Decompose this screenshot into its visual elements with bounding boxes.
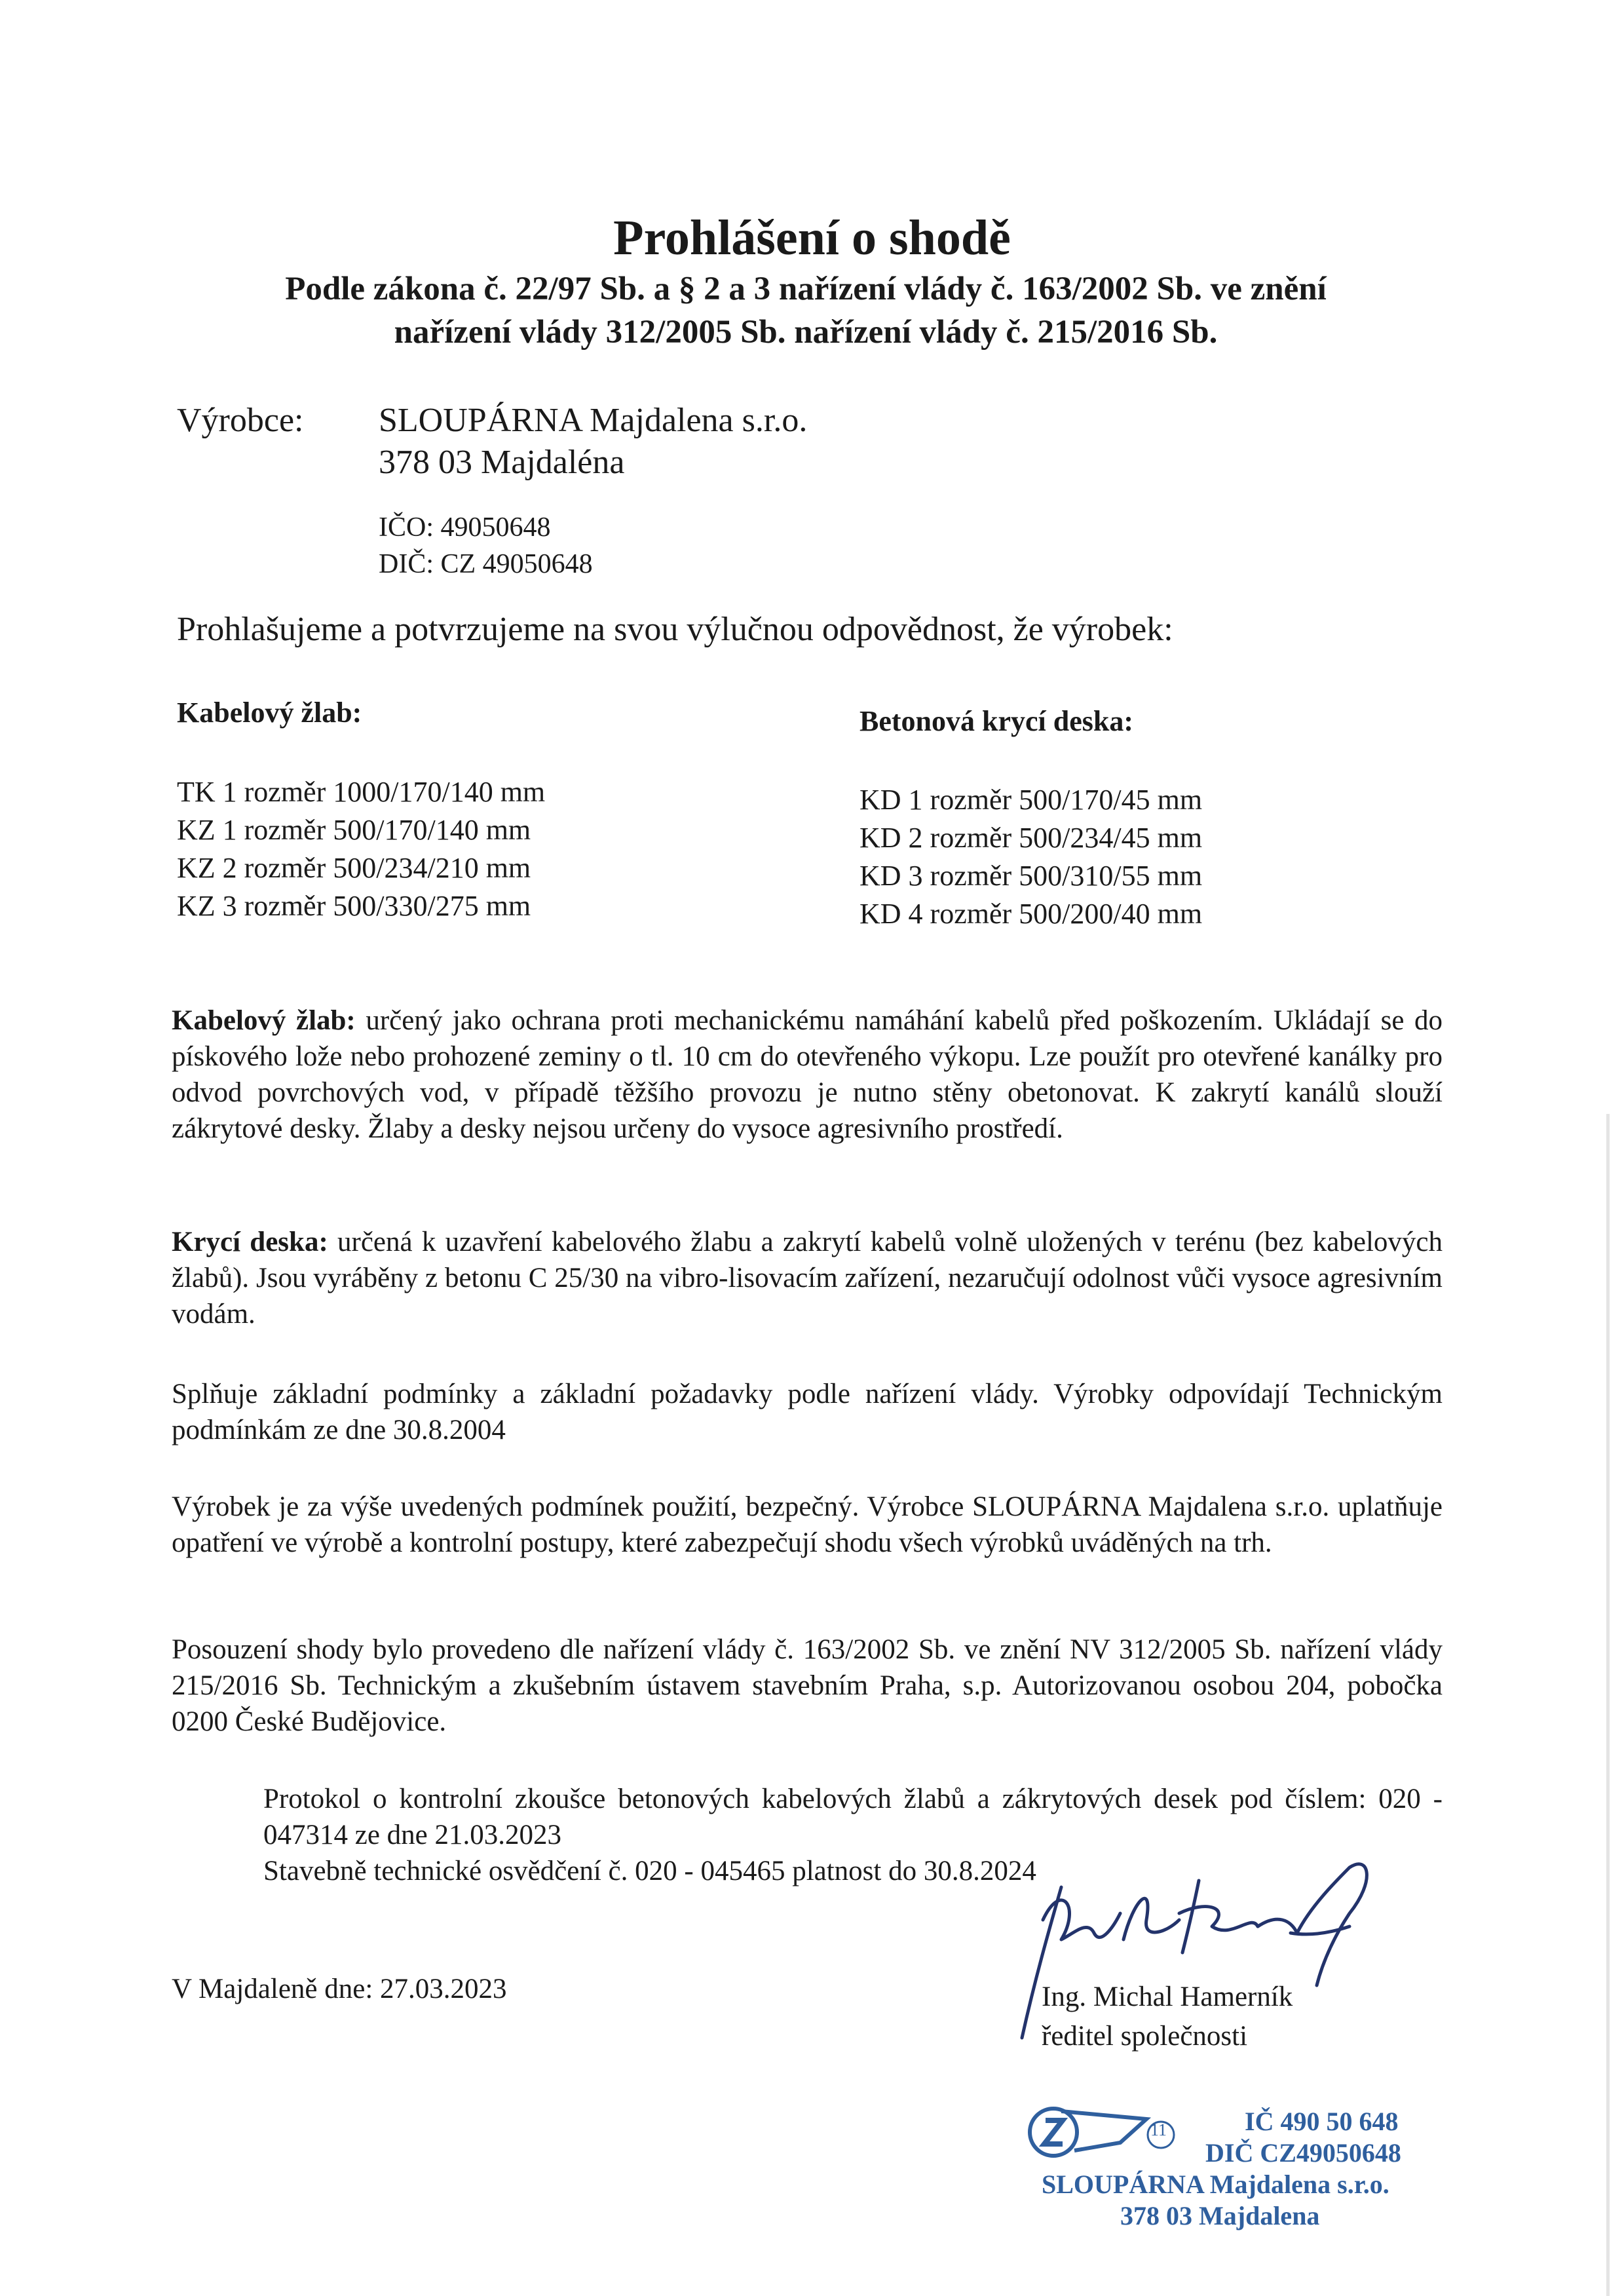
list-item: KZ 1 rozměr 500/170/140 mm [177,814,531,846]
manufacturer-address: 378 03 Majdaléna [379,444,625,481]
list-item: TK 1 rozměr 1000/170/140 mm [177,776,546,808]
manufacturer-dic: DIČ: CZ 49050648 [379,549,593,579]
signer-name: Ing. Michal Hamerník [1042,1981,1293,2012]
certificate-line: Stavebně technické osvědčení č. 020 - 045465 platnost do 30.8.2024 [263,1856,1036,1886]
list-item: KZ 2 rozměr 500/234/210 mm [177,852,531,884]
conformity-assessment-paragraph: Posouzení shody bylo provedeno dle nařízení vlády č. 163/2002 Sb. ve znění NV 312/2005 Sb. nařízení vlády 215/2016 Sb. Technickým a zkušebním ústavem stavebním Praha, s.p. Autorizovanou osobou 204, pobočka 0200 České Budějovice. [172,1634,1443,1737]
requirements-paragraph: Splňuje základní podmínky a základní požadavky podle nařízení vlády. Výrobky odpovídají Technickým podmínkám ze dne 30.8.2004 [172,1379,1443,1445]
stamp-address: 378 03 Majdalena [1120,2201,1320,2230]
signatory [1042,1978,1293,2056]
protocol-line: Protokol o kontrolní zkoušce betonových kabelových žlabů a zákrytových desek pod číslem: 020 - 047314 ze dne 21.03.2023 [263,1784,1443,1850]
cover-slab-heading: Betonová krycí deska: [859,705,1133,737]
subtitle-line-1: Podle zákona č. 22/97 Sb. a § 2 a 3 nařízení vlády č. 163/2002 Sb. ve znění [285,271,1327,307]
document-title: Prohlášení o shodě [613,210,1011,265]
place-and-date: V Majdaleně dne: 27.03.2023 [172,1974,507,2004]
stamp-company-name: SLOUPÁRNA Majdalena s.r.o. [1042,2170,1389,2199]
cable-trough-description [172,1003,1443,1147]
document-subtitle [151,267,1461,354]
paragraph-text: určený jako ochrana proti mechanickému namáhání kabelů před poškozením. Ukládají se do pískového lože nebo prohozené zeminy o tl. 10 cm do otevřeného výkopu. Lze použít pro otevřené kanálky pro odvod povrchových vod, v případě těžšího provozu je nutno stěny obetonovat. K zakrytí kanálů slouží zákrytové desky. Žlaby a desky nejsou určeny do vysoce agresivního prostředí. [172,1005,1443,1144]
company-stamp [1022,2097,1441,2254]
stamp-dic: DIČ CZ49050648 [1205,2138,1401,2168]
list-item: KD 1 rozměr 500/170/45 mm [859,784,1203,816]
stamp-ic: IČ 490 50 648 [1245,2107,1399,2136]
list-item: KD 3 rozměr 500/310/55 mm [859,860,1203,892]
list-item: KD 4 rozměr 500/200/40 mm [859,898,1203,930]
stamp-number: 11 [1150,2120,1167,2139]
list-item: KD 2 rozměr 500/234/45 mm [859,822,1203,854]
manufacturer-name: SLOUPÁRNA Majdalena s.r.o. [379,402,808,439]
safety-paragraph: Výrobek je za výše uvedených podmínek použití, bezpečný. Výrobce SLOUPÁRNA Majdalena s.r.o. uplatňuje opatření ve výrobě a kontrolní postupy, které zabezpečují shodu všech výrobků uváděných na trh. [172,1491,1443,1558]
paragraph-text: určená k uzavření kabelového žlabu a zakrytí kabelů volně uložených v terénu (bez kabelových žlabů). Jsou vyráběny z betonu C 25/30 na vibro-lisovacím zařízení, nezaručují odolnost vůči vysoce agresivním vodám. [172,1227,1443,1330]
signer-role: ředitel společnosti [1042,2021,1248,2052]
cover-slab-list [859,781,1202,933]
cover-slab-description [172,1224,1443,1332]
cable-trough-list [177,773,545,925]
cable-trough-heading: Kabelový žlab: [177,697,362,729]
scan-edge-line [1606,1114,1610,2296]
subtitle-line-2: nařízení vlády 312/2005 Sb. nařízení vlády č. 215/2016 Sb. [394,314,1218,351]
declaration-statement: Prohlašujeme a potvrzujeme na svou výlučnou odpovědnost, že výrobek: [177,611,1173,648]
stamp-logo-icon [1022,2097,1153,2175]
paragraph-lead: Kabelový žlab: [172,1005,356,1036]
list-item: KZ 3 rozměr 500/330/275 mm [177,890,531,922]
manufacturer-ico: IČO: 49050648 [379,512,551,543]
paragraph-lead: Krycí deska: [172,1227,328,1257]
manufacturer-label: Výrobce: [177,402,304,439]
